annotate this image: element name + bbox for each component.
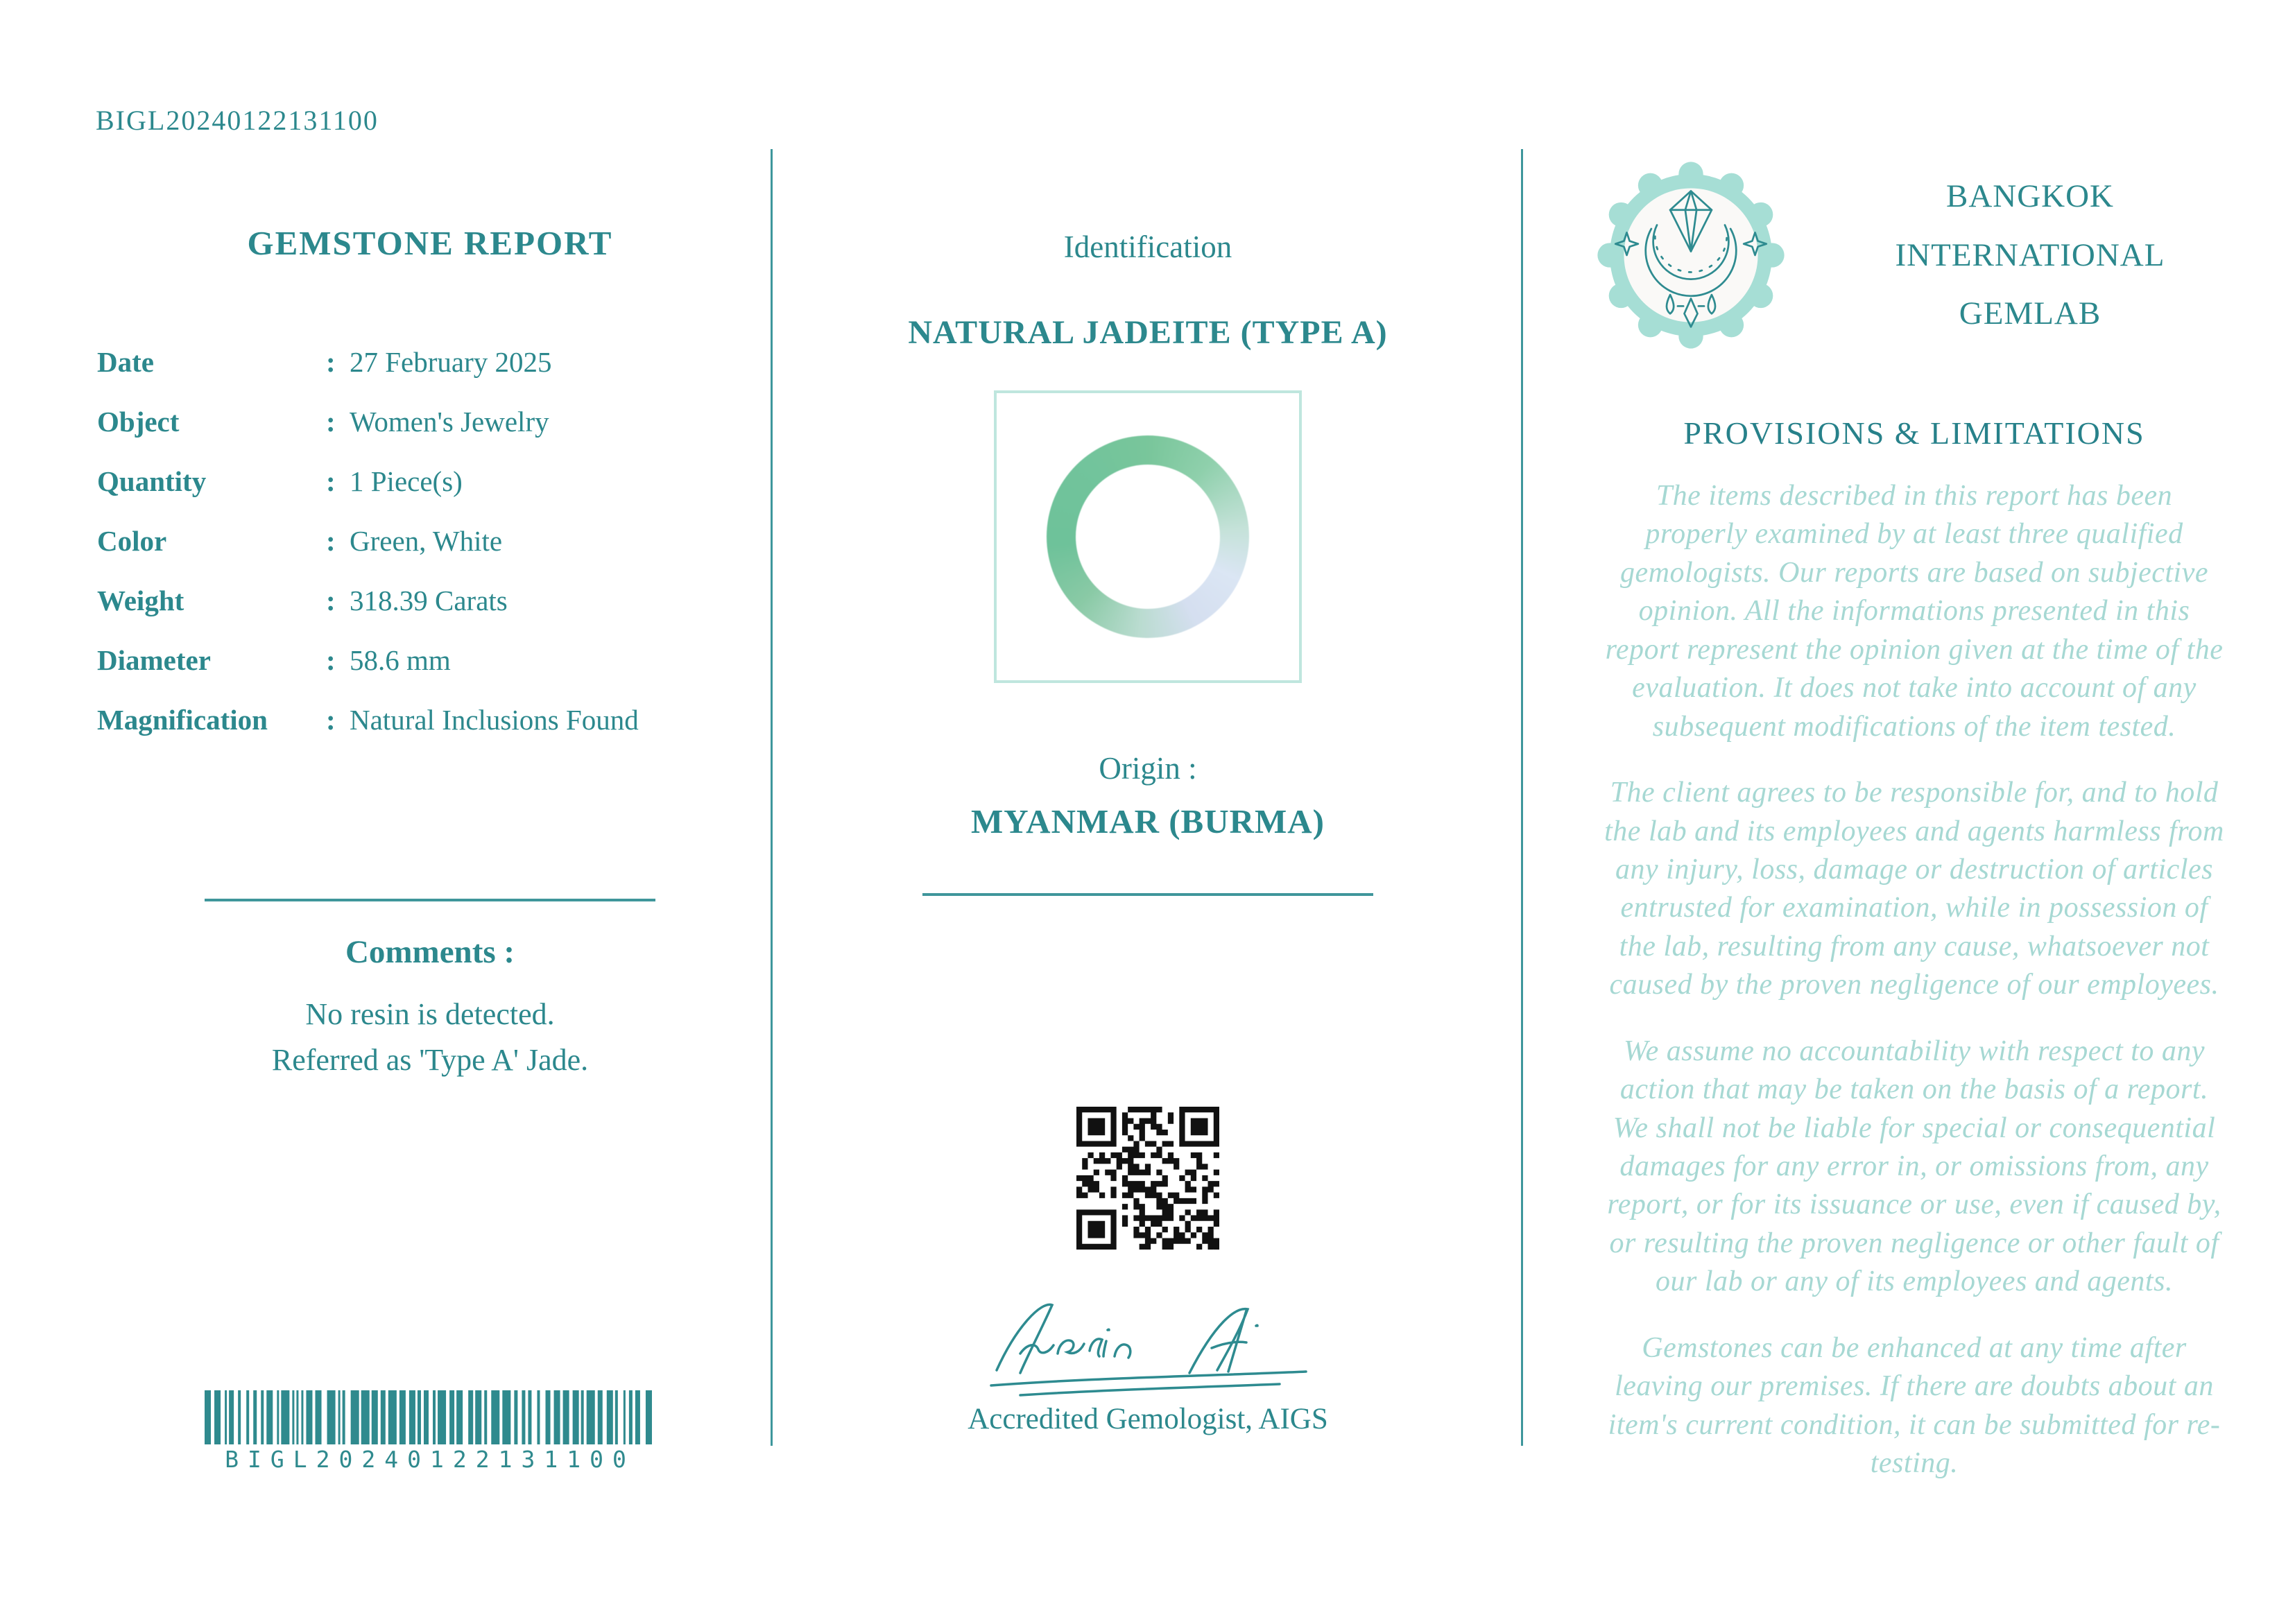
barcode	[205, 1390, 655, 1473]
comments-text	[83, 992, 777, 1083]
field-label: Object	[97, 406, 180, 438]
lab-badge-icon	[1597, 161, 1785, 349]
comments-title: Comments :	[345, 934, 515, 970]
field-value: 27 February 2025	[350, 346, 552, 378]
provision-paragraph: The items described in this report has been properly examined by at least three qualified gemologists. Our reports are based on subjective opinion. All the informations presented in this report represent the opinion given at the time of the evaluation. It does not take into account of any subsequent modifications of the item tested.	[1605, 480, 2224, 743]
lab-name	[1785, 167, 2275, 343]
lab-name-line: BANGKOK	[1946, 178, 2114, 215]
gemologist-signature	[981, 1281, 1314, 1406]
field-label: Quantity	[97, 465, 207, 497]
origin-label: Origin :	[1099, 751, 1197, 786]
barcode-text: BIGL20240122131100	[225, 1446, 635, 1473]
field-label: Date	[97, 346, 154, 378]
field-colon: :	[326, 465, 336, 497]
field-colon: :	[326, 525, 336, 557]
origin-divider	[922, 893, 1373, 896]
provisions-title: PROVISIONS & LIMITATIONS	[1683, 415, 2145, 451]
comments-divider	[205, 899, 655, 901]
field-value: Natural Inclusions Found	[350, 704, 639, 736]
lab-column	[1554, 0, 2275, 1624]
column-divider-left	[771, 149, 773, 1446]
field-value: 58.6 mm	[350, 644, 451, 676]
jade-bangle-image	[1047, 435, 1249, 638]
field-value: 1 Piece(s)	[350, 465, 463, 497]
field-colon: :	[326, 704, 336, 736]
identification-column	[784, 0, 1512, 1624]
field-label: Diameter	[97, 644, 211, 676]
signer-title: Accredited Gemologist, AIGS	[968, 1403, 1328, 1435]
barcode-icon	[205, 1390, 655, 1444]
qr-code-icon	[1076, 1107, 1219, 1250]
item-photo-frame	[994, 390, 1302, 683]
comment-line: Referred as 'Type A' Jade.	[271, 1043, 589, 1077]
identification-result: NATURAL JADEITE (TYPE A)	[908, 314, 1388, 351]
field-colon: :	[326, 585, 336, 616]
report-number: BIGL20240122131100	[96, 105, 379, 136]
field-label: Weight	[97, 585, 184, 616]
lab-name-line: GEMLAB	[1959, 295, 2101, 332]
lab-name-line: INTERNATIONAL	[1895, 236, 2165, 273]
field-value: 318.39 Carats	[350, 585, 508, 616]
provisions-text	[1554, 477, 2275, 1511]
origin-value: MYANMAR (BURMA)	[971, 802, 1325, 840]
field-colon: :	[326, 346, 336, 378]
field-colon: :	[326, 644, 336, 676]
field-value: Green, White	[350, 525, 503, 557]
report-fields-table	[97, 345, 763, 736]
report-column	[83, 0, 777, 1624]
identification-title: Identification	[1063, 230, 1232, 264]
provision-paragraph: Gemstones can be enhanced at any time after leaving our premises. If there are doubts about an item's current condition, it can be submitted for re-testing.	[1608, 1331, 2221, 1480]
provision-paragraph: We assume no accountability with respect to any action that may be taken on the basis of a report. We shall not be liable for special or consequential damages for any error in, or omissions from, any report, or for its issuance or use, even if caused by, or resulting the proven negligence or other fault of our lab or any of its employees and agents.	[1607, 1035, 2221, 1298]
provision-paragraph: The client agrees to be responsible for, and to hold the lab and its employees and agents harmless from any injury, loss, damage or destruction of articles entrusted for examination, while in possession of the lab, resulting from any cause, whatsoever not caused by the proven negligence of our employees.	[1604, 777, 2224, 1001]
lab-header	[1554, 161, 2275, 349]
field-value: Women's Jewelry	[350, 406, 549, 438]
field-colon: :	[326, 406, 336, 438]
column-divider-right	[1521, 149, 1523, 1446]
field-label: Magnification	[97, 704, 268, 736]
report-title: GEMSTONE REPORT	[247, 224, 613, 262]
field-label: Color	[97, 525, 167, 557]
comment-line: No resin is detected.	[305, 997, 555, 1031]
